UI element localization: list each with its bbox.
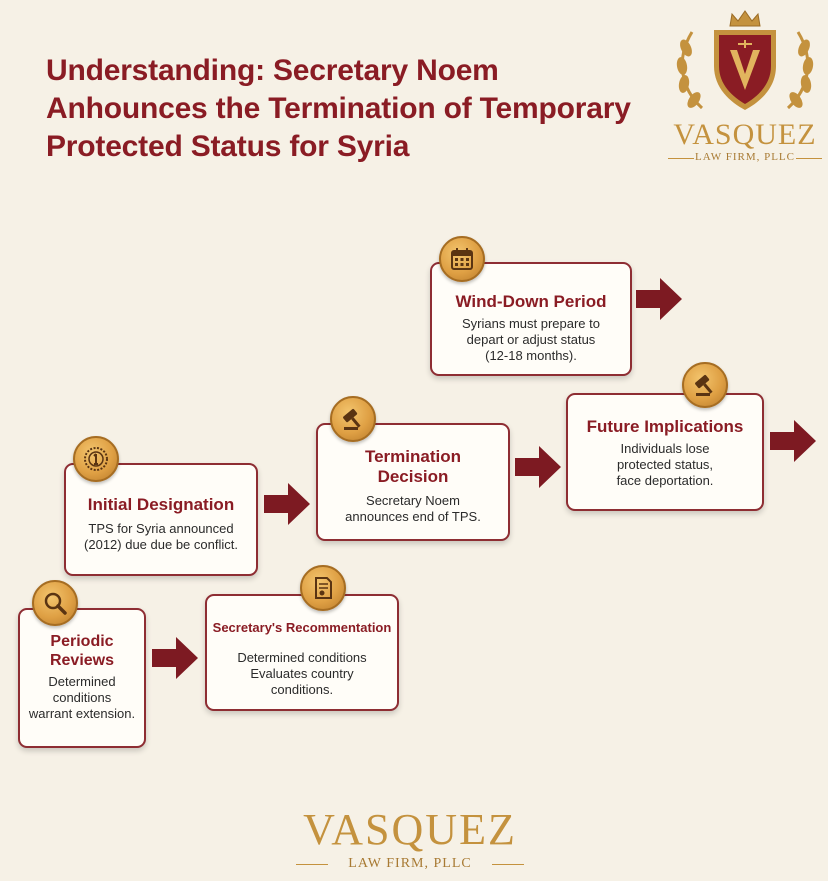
step-body-line: (12-18 months). <box>485 348 577 363</box>
step-card-future-implications <box>566 393 764 511</box>
step-card-secretary-recommendation <box>205 594 399 711</box>
step-title-line: Periodic <box>50 633 114 650</box>
step-body-line: protected status, <box>616 457 714 472</box>
seal-icon <box>73 436 119 482</box>
footer-logo-subtitle: LAW FIRM, PLLC <box>348 856 472 871</box>
gavel-icon <box>330 396 376 442</box>
page-title <box>46 52 686 166</box>
step-body <box>20 674 144 722</box>
step-body-line: conditions. <box>270 682 334 697</box>
step-card-periodic-reviews <box>18 608 146 748</box>
flow-arrow <box>515 446 561 488</box>
step-body-line: face deportation. <box>616 473 714 488</box>
gavel-icon <box>682 362 728 408</box>
step-title-line: Termination <box>364 447 462 466</box>
footer-divider-right <box>492 864 524 865</box>
flow-arrow <box>770 420 816 462</box>
flow-arrow <box>264 483 310 525</box>
step-title-line: Decision <box>377 467 449 486</box>
footer-logo-name: VASQUEZ <box>303 805 517 854</box>
step-body <box>318 493 508 525</box>
crest-emblem <box>662 8 828 120</box>
step-body <box>568 441 762 489</box>
step-title: Initial Designation <box>87 495 235 514</box>
logo-subtitle: LAW FIRM, PLLC <box>694 151 795 163</box>
step-body-line: announces end of TPS. <box>345 509 481 524</box>
document-icon <box>300 565 346 611</box>
step-body-line: TPS for Syria announced <box>88 521 234 536</box>
title-line-3: Protected Status for Syria <box>46 130 410 163</box>
step-body-line: conditions <box>52 690 112 705</box>
flow-arrow <box>636 278 682 320</box>
step-title: Secretary's Recommentation <box>212 620 392 635</box>
step-body <box>207 650 397 698</box>
flow-arrow <box>152 637 198 679</box>
title-line-2: Anhounces the Termination of Temporary <box>46 92 631 125</box>
step-body-line: (2012) due due be conflict. <box>84 537 238 552</box>
logo-name: VASQUEZ <box>673 118 817 151</box>
step-body-line: warrant extension. <box>28 706 136 721</box>
step-title <box>318 447 508 487</box>
step-title: Future Implications <box>586 417 744 436</box>
step-body-line: Evaluates country <box>250 666 354 681</box>
step-body-line: Determined conditions <box>237 650 367 665</box>
step-body <box>66 521 256 553</box>
step-body-line: Determined <box>48 674 116 689</box>
step-body-line: Secretary Noem <box>366 493 460 508</box>
step-body-line: Syrians must prepare to <box>461 316 600 331</box>
step-title <box>20 632 144 670</box>
calendar-icon <box>439 236 485 282</box>
magnifier-icon <box>32 580 78 626</box>
title-line-1: Understanding: Secretary Noem <box>46 54 499 87</box>
step-body-line: Individuals lose <box>620 441 710 456</box>
step-title-line: Reviews <box>49 652 115 669</box>
step-title: Wind-Down Period <box>455 292 607 311</box>
step-body-line: depart or adjust status <box>466 332 596 347</box>
logo-divider-right <box>796 158 822 159</box>
step-body <box>432 316 630 364</box>
logo <box>662 8 828 168</box>
